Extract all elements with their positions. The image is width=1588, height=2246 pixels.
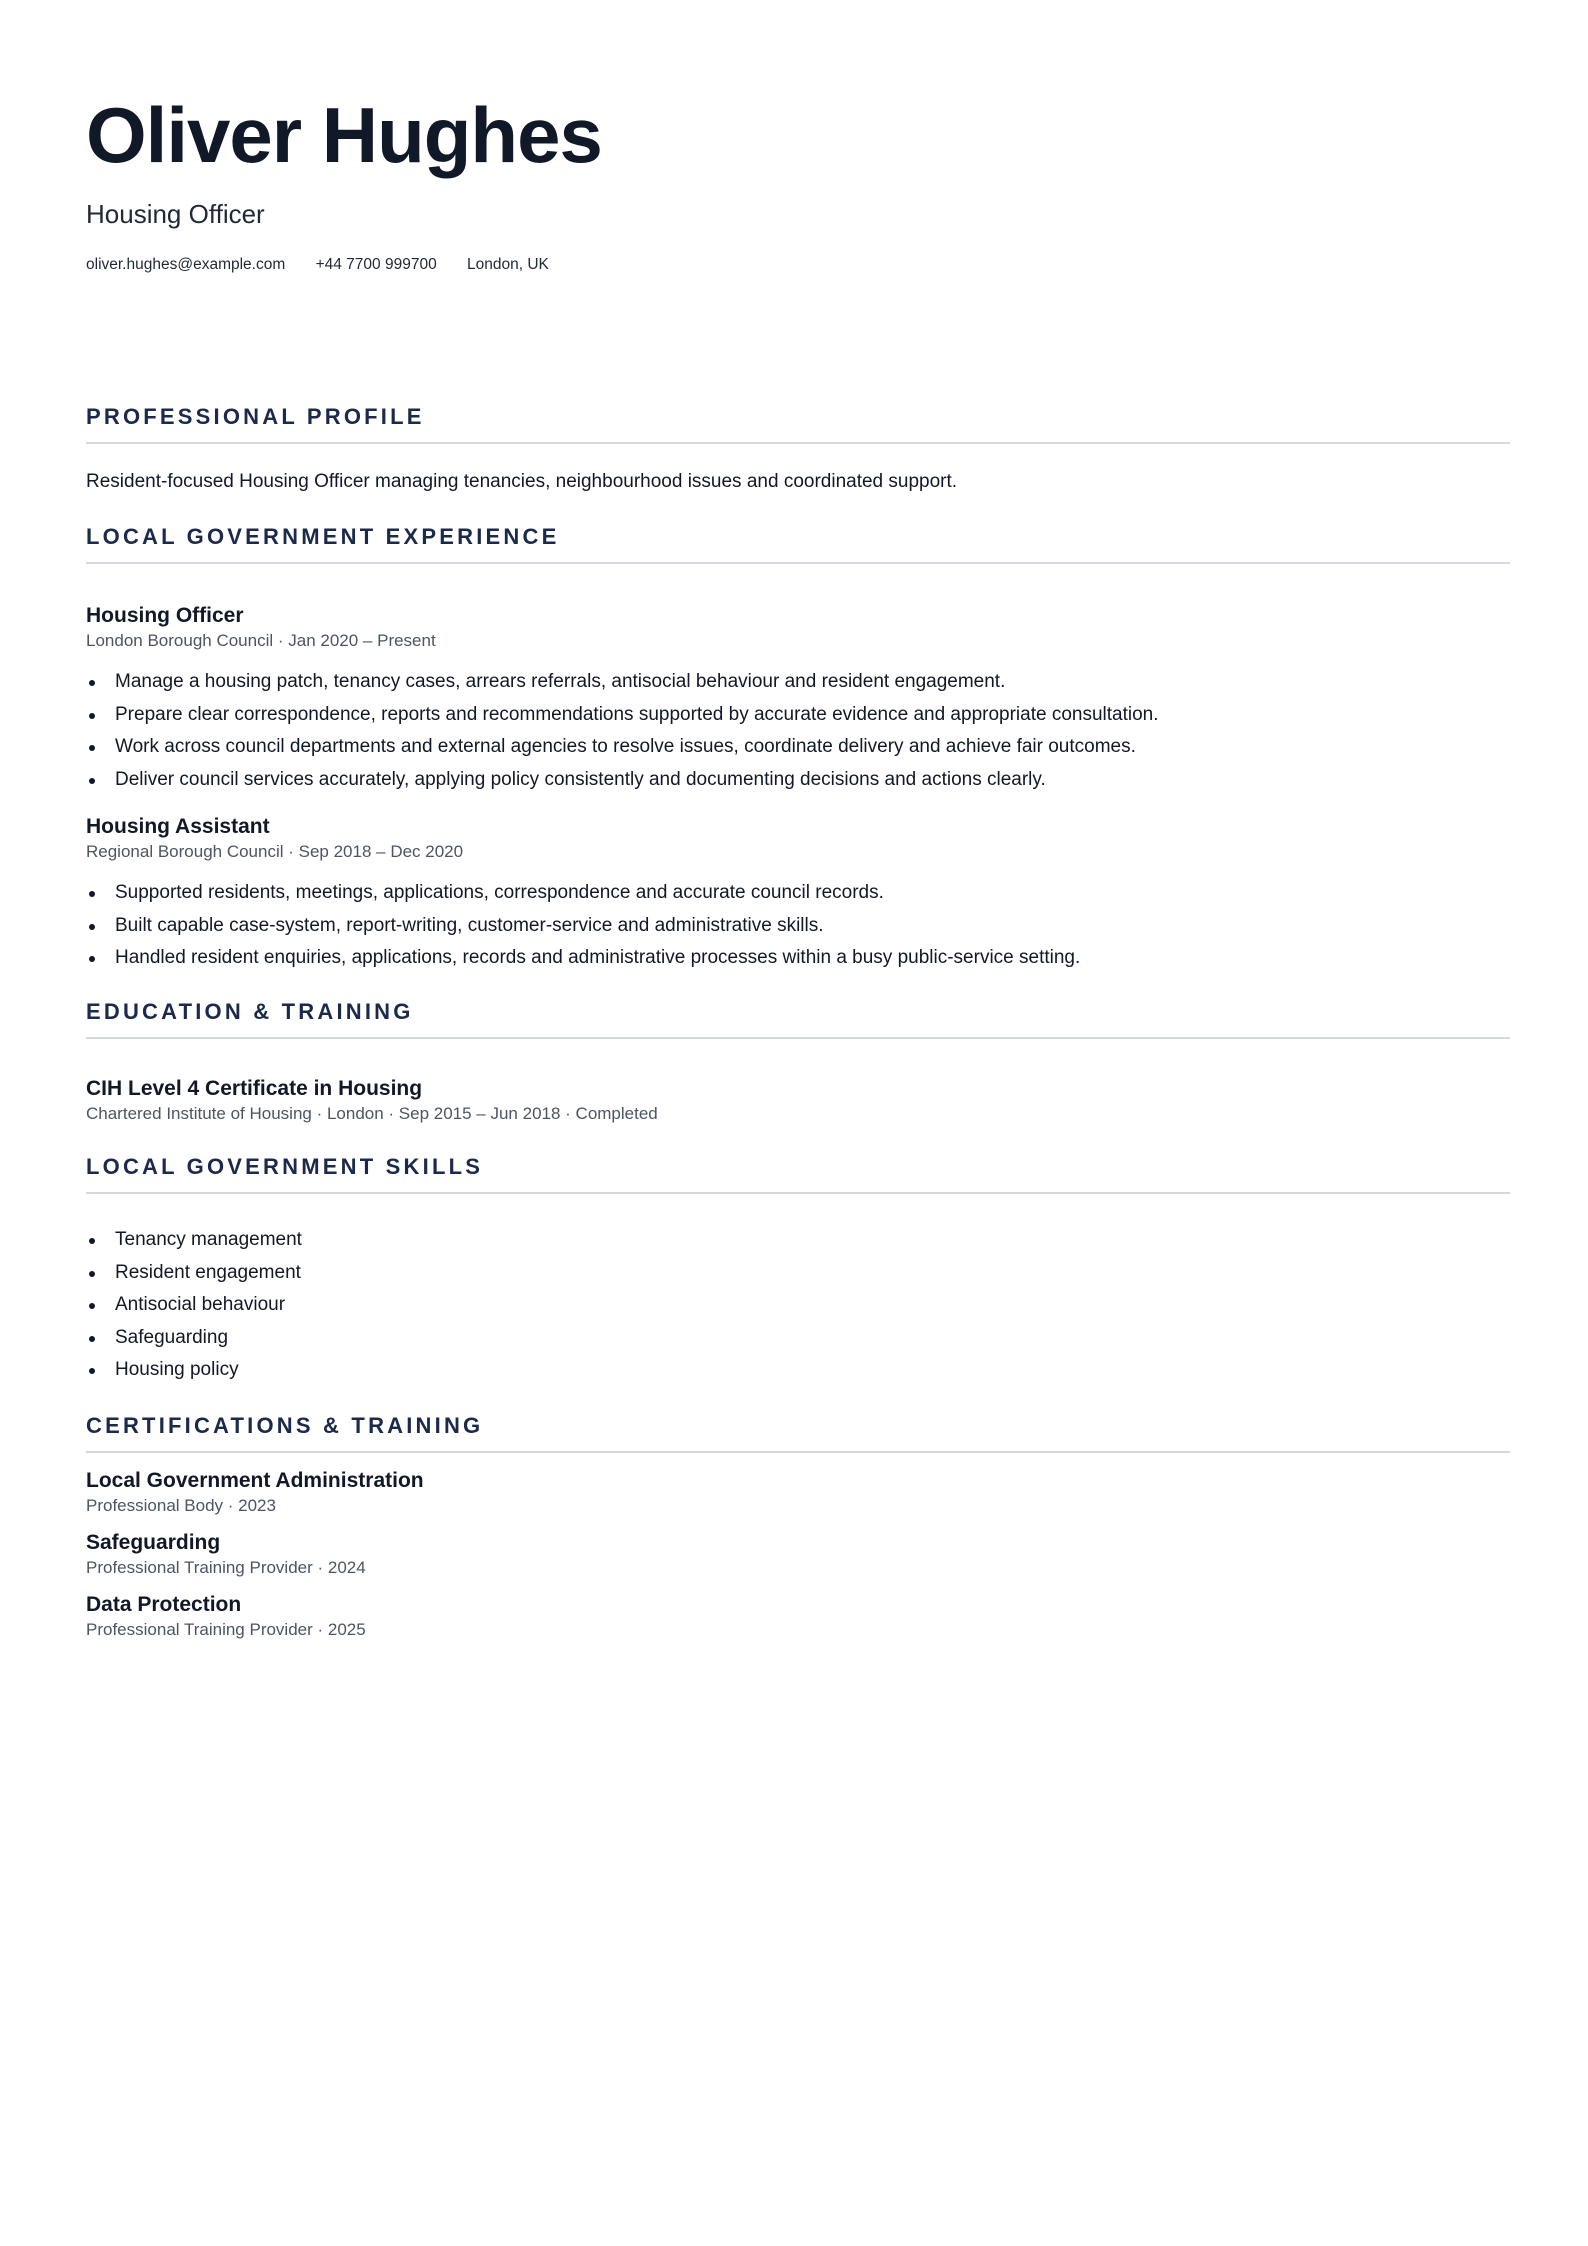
certification-title: Local Government Administration [86,1469,424,1492]
candidate-name: Oliver Hughes [86,91,602,179]
list-item: Work across council departments and external agencies to resolve issues, coordinate delivery and achieve fair outcomes. [86,731,1159,764]
profile-section [86,404,1510,444]
job-meta: Regional Borough Council · Sep 2018 – Dec 2020 [86,842,464,861]
list-item: Handled resident enquiries, applications, records and administrative processes within a busy public-service setting. [86,942,1080,975]
certification-title: Safeguarding [86,1531,221,1554]
education-meta: Chartered Institute of Housing · London · Sep 2015 – Jun 2018 · Completed [86,1104,658,1123]
list-item: Tenancy management [86,1224,302,1257]
skills-list [86,1224,302,1387]
section-heading: CERTIFICATIONS & TRAINING [86,1413,1510,1453]
list-item: Resident engagement [86,1257,302,1290]
section-heading: EDUCATION & TRAINING [86,999,1510,1039]
section-heading: PROFESSIONAL PROFILE [86,404,1510,444]
list-item: Built capable case-system, report-writing, customer-service and administrative skills. [86,910,1080,943]
job-title: Housing Assistant [86,815,270,838]
certification-entry [86,1593,366,1640]
list-item: Safeguarding [86,1322,302,1355]
education-entry [86,1077,658,1124]
education-title: CIH Level 4 Certificate in Housing [86,1077,423,1100]
job-bullets [86,666,1159,796]
section-heading: LOCAL GOVERNMENT EXPERIENCE [86,524,1510,564]
contact-phone: +44 7700 999700 [315,256,437,273]
certification-meta: Professional Body · 2023 [86,1496,276,1515]
certification-entry [86,1469,424,1516]
list-item: Manage a housing patch, tenancy cases, arrears referrals, antisocial behaviour and resident engagement. [86,666,1159,699]
section-heading: LOCAL GOVERNMENT SKILLS [86,1154,1510,1194]
certification-meta: Professional Training Provider · 2024 [86,1558,366,1577]
list-item: Antisocial behaviour [86,1289,302,1322]
list-item: Deliver council services accurately, applying policy consistently and documenting decisions and actions clearly. [86,764,1159,797]
certifications-section [86,1413,1510,1453]
job-entry [86,815,463,862]
certification-title: Data Protection [86,1593,242,1616]
list-item: Prepare clear correspondence, reports and recommendations supported by accurate evidence and appropriate consultation. [86,699,1159,732]
contact-location: London, UK [467,256,549,273]
candidate-title: Housing Officer [86,199,265,229]
list-item: Supported residents, meetings, applications, correspondence and accurate council records. [86,877,1080,910]
job-meta: London Borough Council · Jan 2020 – Present [86,631,436,650]
contact-email: oliver.hughes@example.com [86,256,286,273]
list-item: Housing policy [86,1354,302,1387]
experience-section [86,524,1510,564]
skills-section [86,1154,1510,1194]
certification-meta: Professional Training Provider · 2025 [86,1620,366,1639]
job-title: Housing Officer [86,604,244,627]
education-section [86,999,1510,1039]
certification-entry [86,1531,366,1578]
job-bullets [86,877,1080,975]
job-entry [86,604,436,651]
contact-line [86,256,575,274]
profile-text: Resident-focused Housing Officer managing tenancies, neighbourhood issues and coordinated support. [86,471,958,492]
